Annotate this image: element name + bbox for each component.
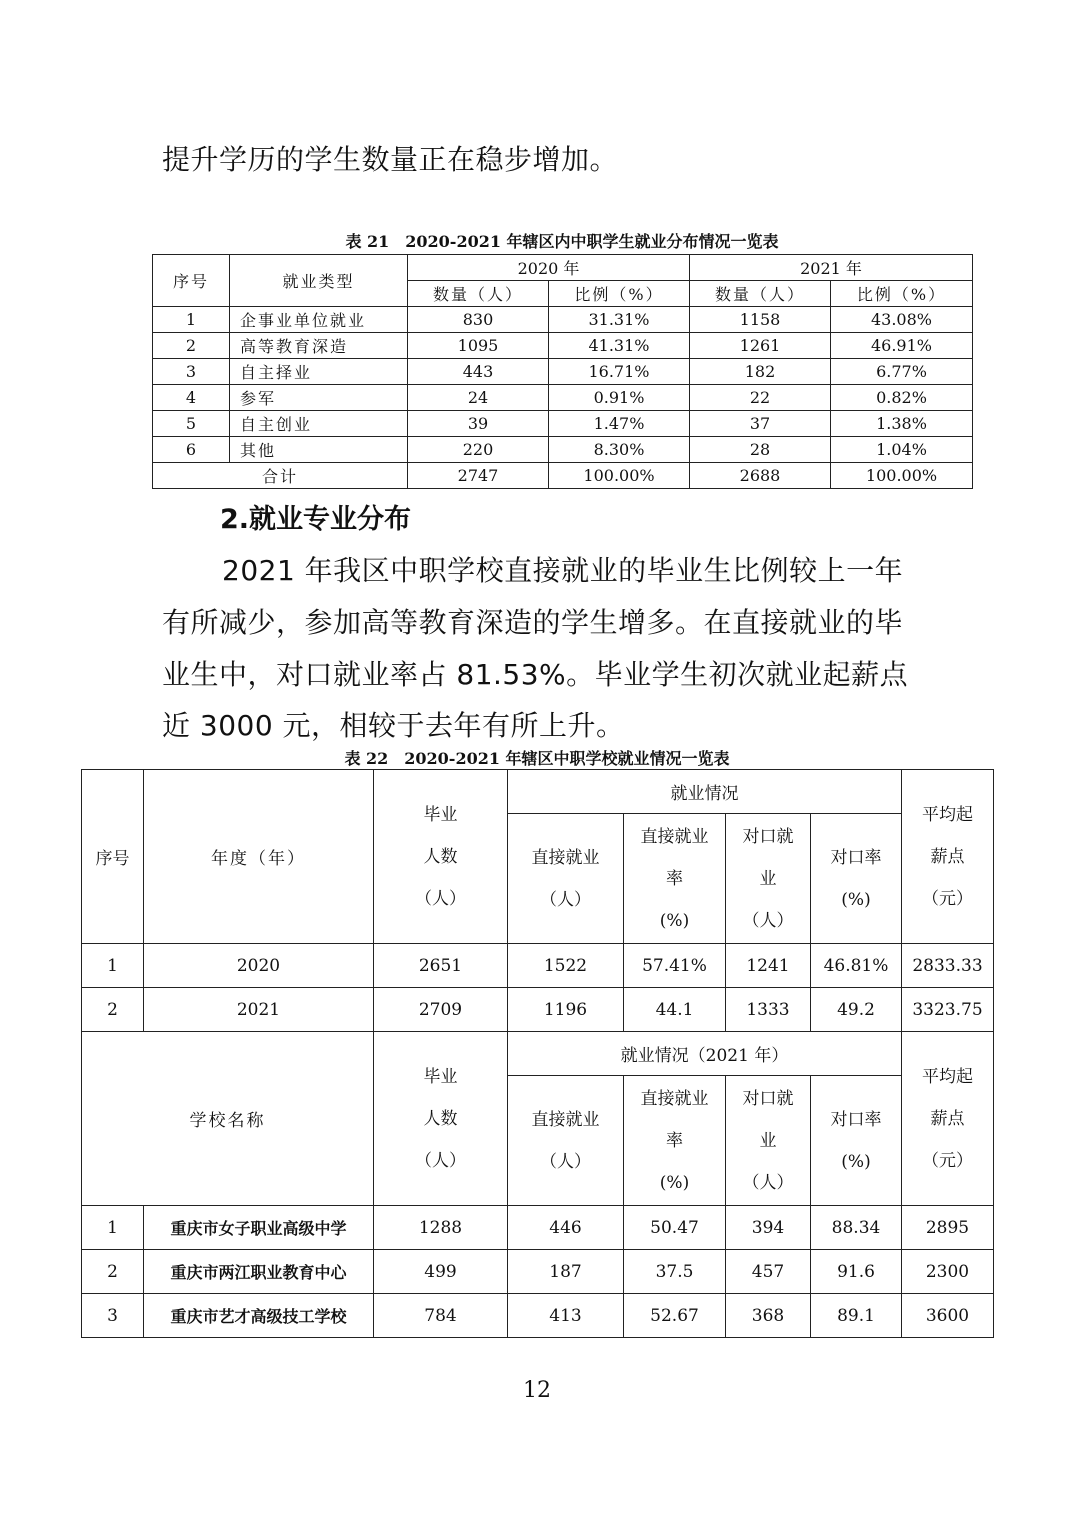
cell-ratio-2020: 8.30% <box>549 437 690 463</box>
cell-salary: 2833.33 <box>902 944 994 988</box>
cell-total-count-2020: 2747 <box>408 463 549 489</box>
table22-header-employment-2021: 就业情况（2021 年） <box>508 1032 902 1076</box>
cell-ratio-2021: 6.77% <box>831 359 973 385</box>
cell-school: 重庆市女子职业高级中学 <box>144 1206 374 1250</box>
cell-direct-rate: 50.47 <box>624 1206 726 1250</box>
cell-matched-rate: 49.2 <box>811 988 902 1032</box>
cell-matched: 457 <box>726 1250 811 1294</box>
table22-header-row <box>82 770 994 814</box>
paragraph-line: 2021 年我区中职学校直接就业的毕业生比例较上一年 <box>222 554 904 587</box>
cell-index: 2 <box>153 333 230 359</box>
table22-header-direct-rate-2: 直接就业 率 (%) <box>624 1076 726 1206</box>
cell-count-2020: 830 <box>408 307 549 333</box>
cell-total-label: 合计 <box>153 463 408 489</box>
section-heading: 2.就业专业分布 <box>220 504 412 535</box>
cell-type: 企事业单位就业 <box>230 307 408 333</box>
cell-direct: 413 <box>508 1294 624 1338</box>
paragraph-line: 有所减少，参加高等教育深造的学生增多。在直接就业的毕 <box>162 606 904 639</box>
cell-matched: 368 <box>726 1294 811 1338</box>
table22-header-index: 序号 <box>82 770 144 944</box>
cell-matched-rate: 89.1 <box>811 1294 902 1338</box>
intro-line: 提升学历的学生数量正在稳步增加。 <box>162 143 619 176</box>
cell-school: 重庆市两江职业教育中心 <box>144 1250 374 1294</box>
cell-matched: 394 <box>726 1206 811 1250</box>
cell-direct-rate: 44.1 <box>624 988 726 1032</box>
cell-matched-rate: 88.34 <box>811 1206 902 1250</box>
table21-header-ratio-2021: 比例（%） <box>831 281 973 307</box>
table22-header-grads: 毕业 人数 （人） <box>374 770 508 944</box>
cell-ratio-2021: 46.91% <box>831 333 973 359</box>
cell-count-2021: 1261 <box>690 333 831 359</box>
cell-salary: 2300 <box>902 1250 994 1294</box>
cell-salary: 2895 <box>902 1206 994 1250</box>
cell-count-2020: 1095 <box>408 333 549 359</box>
cell-matched: 1241 <box>726 944 811 988</box>
cell-grads: 499 <box>374 1250 508 1294</box>
cell-index: 5 <box>153 411 230 437</box>
cell-year: 2021 <box>144 988 374 1032</box>
cell-direct: 1522 <box>508 944 624 988</box>
table21-header-count-2021: 数量（人） <box>690 281 831 307</box>
cell-direct-rate: 52.67 <box>624 1294 726 1338</box>
cell-salary: 3323.75 <box>902 988 994 1032</box>
cell-matched-rate: 46.81% <box>811 944 902 988</box>
cell-count-2021: 182 <box>690 359 831 385</box>
cell-total-count-2021: 2688 <box>690 463 831 489</box>
cell-direct: 187 <box>508 1250 624 1294</box>
cell-index: 3 <box>153 359 230 385</box>
table22-header-matched: 对口就 业 （人） <box>726 814 811 944</box>
table22-header-employment: 就业情况 <box>508 770 902 814</box>
cell-ratio-2021: 0.82% <box>831 385 973 411</box>
cell-count-2020: 220 <box>408 437 549 463</box>
cell-ratio-2020: 31.31% <box>549 307 690 333</box>
table22-header-matched-rate: 对口率 (%) <box>811 814 902 944</box>
cell-direct: 446 <box>508 1206 624 1250</box>
page-number: 12 <box>523 1378 551 1403</box>
cell-direct: 1196 <box>508 988 624 1032</box>
table-row <box>153 333 973 359</box>
cell-matched-rate: 91.6 <box>811 1250 902 1294</box>
cell-index: 2 <box>82 1250 144 1294</box>
table22-header-year: 年度（年） <box>144 770 374 944</box>
table22 <box>81 769 994 1338</box>
cell-type: 高等教育深造 <box>230 333 408 359</box>
cell-count-2021: 28 <box>690 437 831 463</box>
table21-header-2020: 2020 年 <box>408 255 690 281</box>
cell-index: 1 <box>153 307 230 333</box>
table-row <box>153 411 973 437</box>
paragraph-line: 业生中，对口就业率占 81.53%。毕业学生初次就业起薪点 <box>162 658 909 691</box>
table21-header-count-2020: 数量（人） <box>408 281 549 307</box>
table-row <box>153 437 973 463</box>
table22-header-grads-2: 毕业 人数 （人） <box>374 1032 508 1206</box>
cell-count-2020: 443 <box>408 359 549 385</box>
table21-header-type: 就业类型 <box>230 255 408 307</box>
cell-grads: 784 <box>374 1294 508 1338</box>
table21-header-2021: 2021 年 <box>690 255 973 281</box>
table21-header-ratio-2020: 比例（%） <box>549 281 690 307</box>
cell-index: 1 <box>82 944 144 988</box>
table22-header-matched-2: 对口就 业 （人） <box>726 1076 811 1206</box>
cell-grads: 2709 <box>374 988 508 1032</box>
table21-header-row <box>153 255 973 281</box>
cell-ratio-2021: 1.04% <box>831 437 973 463</box>
cell-year: 2020 <box>144 944 374 988</box>
cell-ratio-2021: 43.08% <box>831 307 973 333</box>
table-row <box>82 944 994 988</box>
table22-caption: 表 22 2020-2021 年辖区中职学校就业情况一览表 <box>344 749 730 768</box>
cell-index: 4 <box>153 385 230 411</box>
cell-ratio-2020: 41.31% <box>549 333 690 359</box>
table-row <box>153 385 973 411</box>
cell-school: 重庆市艺才高级技工学校 <box>144 1294 374 1338</box>
table-row <box>82 988 994 1032</box>
table21-header-index: 序号 <box>153 255 230 307</box>
cell-count-2020: 39 <box>408 411 549 437</box>
cell-ratio-2020: 16.71% <box>549 359 690 385</box>
cell-grads: 2651 <box>374 944 508 988</box>
table22-school-header-row <box>82 1032 994 1076</box>
cell-ratio-2021: 1.38% <box>831 411 973 437</box>
cell-salary: 3600 <box>902 1294 994 1338</box>
table22-header-matched-rate-2: 对口率 (%) <box>811 1076 902 1206</box>
table-row <box>153 307 973 333</box>
cell-index: 1 <box>82 1206 144 1250</box>
table22-header-direct-2: 直接就业 （人） <box>508 1076 624 1206</box>
table22-header-direct: 直接就业 （人） <box>508 814 624 944</box>
paragraph-line: 近 3000 元，相较于去年有所上升。 <box>162 709 625 742</box>
cell-count-2021: 1158 <box>690 307 831 333</box>
cell-grads: 1288 <box>374 1206 508 1250</box>
cell-total-ratio-2021: 100.00% <box>831 463 973 489</box>
table21-total-row <box>153 463 973 489</box>
cell-count-2021: 22 <box>690 385 831 411</box>
cell-index: 2 <box>82 988 144 1032</box>
cell-type: 自主择业 <box>230 359 408 385</box>
cell-type: 其他 <box>230 437 408 463</box>
table21 <box>152 254 973 489</box>
cell-ratio-2020: 0.91% <box>549 385 690 411</box>
cell-direct-rate: 57.41% <box>624 944 726 988</box>
cell-direct-rate: 37.5 <box>624 1250 726 1294</box>
table-row <box>82 1294 994 1338</box>
cell-type: 自主创业 <box>230 411 408 437</box>
table21-caption: 表 21 2020-2021 年辖区内中职学生就业分布情况一览表 <box>345 232 779 251</box>
table22-header-direct-rate: 直接就业 率 (%) <box>624 814 726 944</box>
cell-count-2021: 37 <box>690 411 831 437</box>
table22-header-salary: 平均起 薪点 （元） <box>902 770 994 944</box>
cell-index: 3 <box>82 1294 144 1338</box>
cell-ratio-2020: 1.47% <box>549 411 690 437</box>
cell-count-2020: 24 <box>408 385 549 411</box>
table-row <box>82 1250 994 1294</box>
cell-matched: 1333 <box>726 988 811 1032</box>
cell-type: 参军 <box>230 385 408 411</box>
table-row <box>153 359 973 385</box>
cell-index: 6 <box>153 437 230 463</box>
cell-total-ratio-2020: 100.00% <box>549 463 690 489</box>
table-row <box>82 1206 994 1250</box>
table22-header-salary-2: 平均起 薪点 （元） <box>902 1032 994 1206</box>
table22-header-school: 学校名称 <box>82 1032 374 1206</box>
